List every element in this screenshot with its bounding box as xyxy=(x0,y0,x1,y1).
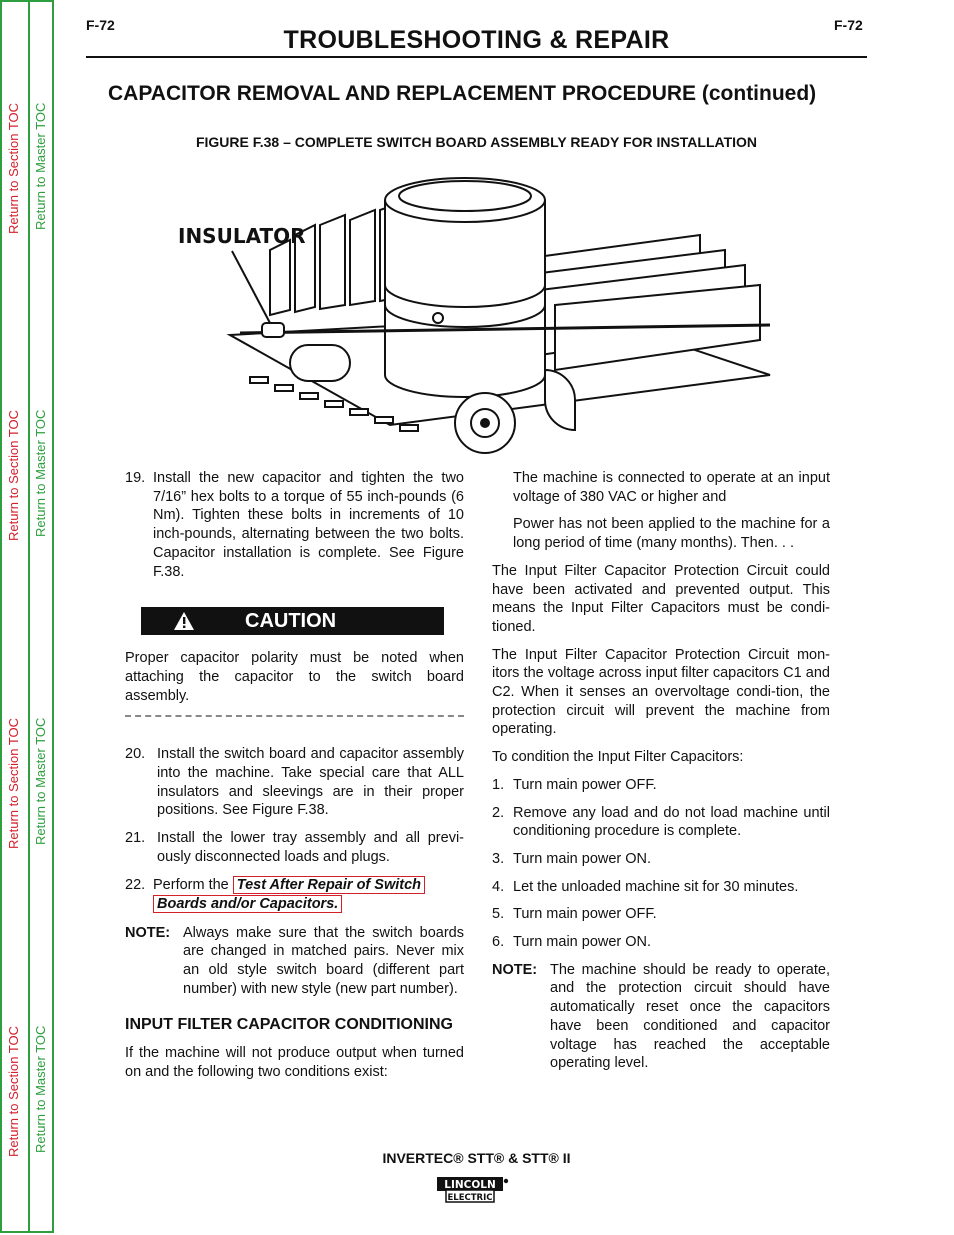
lincoln-electric-logo xyxy=(436,1176,510,1204)
protection-paragraph-2: The Input Filter Capacitor Protection Circuit mon-itors the voltage across input filter capacitors C1 and C2. When it senses an overvoltage condi-tion, the protection circuit will prevent the machine from operating. xyxy=(492,646,830,738)
step-22 xyxy=(125,876,464,914)
step-19 xyxy=(125,469,464,581)
page-number-left: F-72 xyxy=(86,17,115,33)
conditioning-step-6 xyxy=(492,933,830,952)
right-column xyxy=(492,469,830,1073)
conditioning-step-4-text: Let the unloaded machine sit for 30 minutes. xyxy=(513,878,799,895)
return-to-master-toc-link-1[interactable]: Return to Master TOC xyxy=(33,102,48,230)
step-20-text: Install the switch board and capacitor assembly into the machine. Take special care that ALL insulators and sleevings are in their proper positions. See Figure F.38. xyxy=(157,746,464,819)
step-21-text: Install the lower tray assembly and all previ-ously disconnected loads and plugs. xyxy=(157,830,464,865)
note-left-label: NOTE: xyxy=(125,924,171,941)
step-22-number: 22. xyxy=(125,876,146,893)
return-to-section-toc-link-4[interactable]: Return to Section TOC xyxy=(6,1025,21,1157)
step-19-number: 19. xyxy=(125,470,146,486)
conditioning-step-1 xyxy=(492,776,830,795)
return-to-section-toc-link-3[interactable]: Return to Section TOC xyxy=(6,717,21,849)
conditioning-step-6-number: 6. xyxy=(492,934,505,951)
nav-divider xyxy=(28,2,30,1231)
conditioning-subheading: INPUT FILTER CAPACITOR CONDITIONING xyxy=(125,1016,453,1034)
caution-text: Proper capacitor polarity must be noted when attaching the capacitor to the switch board assembly. xyxy=(125,650,464,704)
return-to-master-toc-link-4[interactable]: Return to Master TOC xyxy=(33,1025,48,1153)
caution-divider xyxy=(125,715,464,717)
warning-triangle-icon xyxy=(173,611,195,631)
return-to-master-toc-link-3[interactable]: Return to Master TOC xyxy=(33,717,48,845)
return-to-section-toc-link-2[interactable]: Return to Section TOC xyxy=(6,409,21,541)
page-header-title: TROUBLESHOOTING & REPAIR xyxy=(283,26,670,54)
note-right-label: NOTE: xyxy=(492,961,538,978)
step-21-number: 21. xyxy=(125,830,146,847)
step-19-text: Install the new capacitor and tighten the two 7/16” hex bolts to a torque of 55 inch-pounds (6 Nm). Tighten these bolts in increments of 10 inch-pounds, alternating between the two bolts. Capacitor installation is complete. See Figure F.38. xyxy=(153,470,464,580)
conditioning-step-1-number: 1. xyxy=(492,776,505,793)
figure-caption: FIGURE F.38 – COMPLETE SWITCH BOARD ASSEMBLY READY FOR INSTALLATION xyxy=(195,134,758,150)
test-after-repair-link[interactable]: Test After Repair of Switch xyxy=(233,876,425,894)
conditioning-step-5 xyxy=(492,905,830,924)
protection-paragraph-1: The Input Filter Capacitor Protection Circuit could have been activated and prevented output. This means the Input Filter Capacitors must be condi-tioned. xyxy=(492,562,830,635)
conditioning-step-5-number: 5. xyxy=(492,906,505,923)
logo-top-text: LINCOLN xyxy=(444,1179,496,1191)
condition-2: Power has not been applied to the machine for a long period of time (many months). Then. . . xyxy=(513,516,830,552)
caution-label: CAUTION xyxy=(245,610,337,633)
conditioning-step-6-text: Turn main power ON. xyxy=(513,934,652,951)
test-after-repair-link-continued[interactable]: Boards and/or Capacitors. xyxy=(153,895,342,913)
note-left-text: Always make sure that the switch boards are changed in matched pairs. Never mix an old style switch board (different part number) with new style (new part number). xyxy=(183,924,464,997)
note-right-text: The machine should be ready to operate, and the protection circuit should have automatically reset once the capacitors have been conditioned and capacitor voltage has reached the acceptable operating level. xyxy=(550,961,830,1072)
conditioning-step-2 xyxy=(492,804,830,841)
footer-product-title: INVERTEC® STT® & STT® II xyxy=(382,1150,571,1166)
header-rule xyxy=(86,56,867,58)
conditioning-step-3-text: Turn main power ON. xyxy=(513,850,652,867)
conditioning-step-4-number: 4. xyxy=(492,878,505,895)
left-column xyxy=(125,469,464,1081)
step-20-number: 20. xyxy=(125,746,146,763)
page-number-right: F-72 xyxy=(834,17,863,33)
conditioning-step-2-text: Remove any load and do not load machine until conditioning procedure is complete. xyxy=(513,804,830,840)
note-right xyxy=(492,961,830,1073)
return-to-master-toc-link-2[interactable]: Return to Master TOC xyxy=(33,409,48,537)
section-title: CAPACITOR REMOVAL AND REPLACEMENT PROCEDURE (continued) xyxy=(108,82,817,105)
step-20 xyxy=(125,745,464,820)
condition-1: The machine is connected to operate at an input voltage of 380 VAC or higher and xyxy=(513,470,830,505)
step-22-prefix: Perform the xyxy=(153,876,229,893)
insulator-label: INSULATOR xyxy=(178,224,306,248)
return-to-section-toc-link-1[interactable]: Return to Section TOC xyxy=(6,102,21,234)
conditioning-step-1-text: Turn main power OFF. xyxy=(513,776,657,793)
conditioning-step-3 xyxy=(492,850,830,869)
caution-banner xyxy=(141,607,444,635)
conditioning-step-3-number: 3. xyxy=(492,850,505,867)
conditioning-intro: If the machine will not produce output when turned on and the following two conditions exist: xyxy=(125,1045,464,1080)
step-21 xyxy=(125,829,464,866)
conditioning-step-4 xyxy=(492,878,830,897)
conditioning-step-5-text: Turn main power OFF. xyxy=(513,906,657,923)
conditioning-lead: To condition the Input Filter Capacitors: xyxy=(492,749,744,766)
switch-board-assembly-figure xyxy=(170,165,780,455)
conditioning-step-2-number: 2. xyxy=(492,804,505,821)
logo-bottom-text: ELECTRIC xyxy=(447,1193,493,1203)
note-left xyxy=(125,924,464,999)
